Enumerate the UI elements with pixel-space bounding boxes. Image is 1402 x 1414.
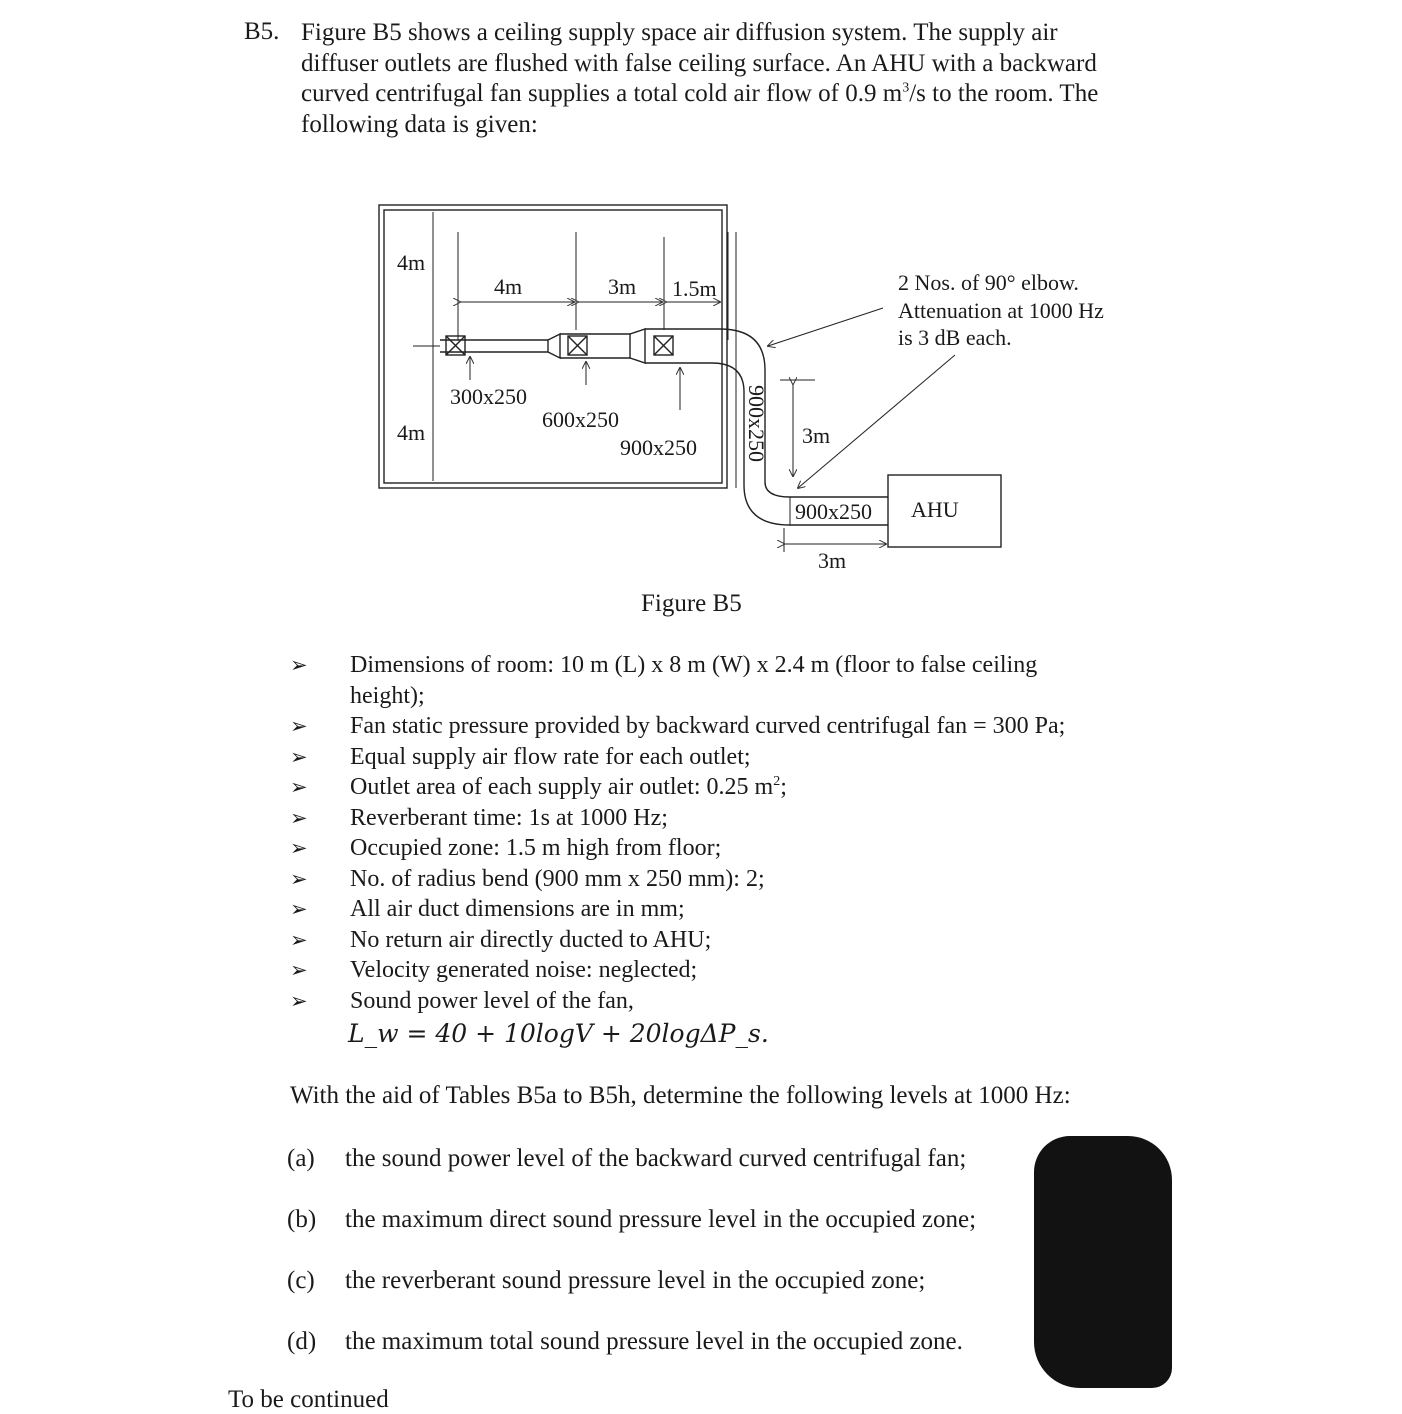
intro-line-2: diffuser outlets are flushed with false ceiling surface. An AHU with a backward — [301, 49, 1097, 77]
item-text: Fan static pressure provided by backward curved centrifugal fan = 300 Pa; — [350, 713, 1066, 739]
label-3m-vertical: 3m — [802, 423, 831, 448]
label-3m-bottom: 3m — [818, 548, 847, 573]
label-900x250-vertical: 900x250 — [744, 385, 769, 462]
item-text: Velocity generated noise: neglected; — [350, 957, 698, 983]
elbow-note-line-3: is 3 dB each. — [898, 325, 1012, 350]
label-600x250: 600x250 — [542, 407, 619, 432]
list-item — [290, 772, 1190, 803]
figure-b5-diagram — [0, 0, 1402, 620]
label-1-5m-run: 1.5m — [672, 276, 717, 301]
item-text: Reverberant time: 1s at 1000 Hz; — [350, 804, 668, 831]
given-data-list — [290, 650, 1190, 1016]
item-text: Occupied zone: 1.5 m high from floor; — [350, 835, 722, 861]
label-4m-bottom-left: 4m — [397, 420, 426, 445]
part-label: (a) — [287, 1145, 315, 1172]
label-3m-run: 3m — [608, 274, 637, 299]
list-item — [290, 986, 1190, 1017]
bullet-arrow-icon: ➢ — [290, 836, 308, 860]
bullet-arrow-icon: ➢ — [290, 805, 308, 830]
intro-line-3a: curved centrifugal fan supplies a total cold air flow of 0.9 m — [301, 80, 903, 107]
item-text: Dimensions of room: 10 m (L) x 8 m (W) x 2.4 m (floor to false ceiling — [350, 652, 1038, 678]
list-item — [290, 833, 1190, 864]
label-900x250: 900x250 — [620, 435, 697, 460]
list-item — [290, 742, 1190, 773]
item-text: Outlet area of each supply air outlet: 0.25 m — [350, 774, 774, 800]
bullet-arrow-icon: ➢ — [290, 714, 308, 738]
list-item — [290, 711, 1190, 742]
outlet-area-tail: ; — [780, 774, 787, 800]
list-item — [290, 650, 1190, 711]
part-text: the reverberant sound pressure level in the occupied zone; — [345, 1267, 926, 1294]
list-item — [290, 803, 1190, 834]
elbow-callout-1 — [768, 308, 883, 346]
item-text: Equal supply air flow rate for each outlet; — [350, 743, 751, 770]
part-c — [287, 1267, 925, 1295]
tables-instruction: With the aid of Tables B5a to B5h, determine the following levels at 1000 Hz: — [290, 1082, 1071, 1109]
elbow-callout-2 — [798, 355, 955, 488]
intro-line-1: Figure B5 shows a ceiling supply space air diffusion system. The supply air — [301, 19, 1058, 46]
label-4m-top-left: 4m — [397, 250, 426, 275]
continued-note: To be continued — [228, 1386, 389, 1413]
list-item — [290, 864, 1190, 895]
list-item — [290, 925, 1190, 956]
bullet-arrow-icon: ➢ — [290, 958, 308, 982]
part-text: the maximum total sound pressure level in the occupied zone. — [345, 1328, 963, 1355]
part-label: (b) — [287, 1206, 317, 1233]
intro-line-4: following data is given: — [301, 110, 538, 138]
bullet-arrow-icon: ➢ — [290, 744, 308, 769]
list-item — [290, 955, 1190, 986]
item-text: All air duct dimensions are in mm; — [350, 896, 685, 922]
bullet-arrow-icon: ➢ — [290, 775, 308, 799]
fan-sound-power-formula: L_w = 40 + 10logV + 20logΔP_s. — [348, 1019, 769, 1048]
label-ahu: AHU — [911, 497, 959, 522]
bullet-arrow-icon: ➢ — [290, 927, 308, 952]
item-text: No return air directly ducted to AHU; — [350, 926, 712, 953]
part-text: the maximum direct sound pressure level in the occupied zone; — [345, 1206, 977, 1233]
elbow-note-line-2: Attenuation at 1000 Hz — [898, 298, 1104, 323]
part-a — [287, 1145, 966, 1173]
intro-line-3b: /s to the room. The — [909, 80, 1099, 107]
part-label: (c) — [287, 1267, 315, 1294]
item-text: No. of radius bend (900 mm x 250 mm): 2; — [350, 865, 765, 892]
bullet-arrow-icon: ➢ — [290, 653, 308, 677]
bullet-arrow-icon: ➢ — [290, 866, 308, 891]
part-text: the sound power level of the backward curved centrifugal fan; — [345, 1145, 967, 1172]
elbow-note-line-1: 2 Nos. of 90° elbow. — [898, 270, 1079, 295]
label-300x250: 300x250 — [450, 384, 527, 409]
bullet-arrow-icon: ➢ — [290, 897, 308, 921]
label-4m-run: 4m — [494, 274, 523, 299]
bullet-arrow-icon: ➢ — [290, 988, 308, 1013]
item-text: Sound power level of the fan, — [350, 987, 634, 1014]
part-d — [287, 1328, 963, 1356]
item-text-cont: height); — [350, 682, 425, 709]
duct-reducer-2 — [630, 329, 645, 363]
part-label: (d) — [287, 1328, 317, 1355]
part-b — [287, 1206, 976, 1234]
list-item — [290, 894, 1190, 925]
label-900x250-ahu-duct: 900x250 — [795, 499, 872, 524]
figure-caption: Figure B5 — [641, 590, 742, 617]
outlet-area-sup: 2 — [773, 774, 781, 789]
marks-redaction — [1034, 1136, 1172, 1388]
intro-sup: 3 — [902, 80, 910, 96]
question-number: B5. — [244, 18, 280, 45]
duct-reducer-1 — [548, 334, 560, 358]
